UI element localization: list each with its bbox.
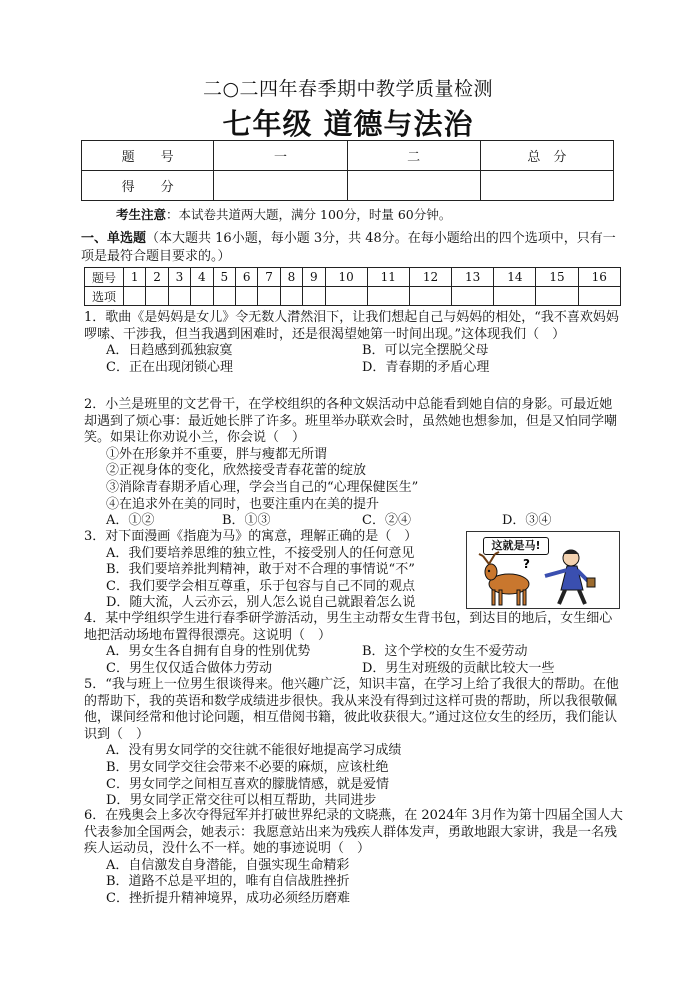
option-d: D．男生对班级的贡献比较大一些 [362, 660, 555, 676]
answer-choice-cell[interactable] [146, 287, 168, 306]
answer-choice-cell[interactable] [536, 287, 578, 306]
option-c: C．男女同学之间相互喜欢的朦胧情感，就是爱情 [106, 776, 389, 792]
score-table [81, 140, 614, 201]
exam-notice [116, 205, 451, 223]
answer-number-cell: 7 [258, 268, 280, 287]
option-b: B．我们要培养批判精神，敢于对不合理的事情说“不” [106, 562, 415, 578]
option-b: B．男女同学交往会带来不必要的麻烦，应该杜绝 [106, 759, 389, 775]
options-row [84, 513, 624, 530]
notice-label: 考生注意 [116, 207, 167, 222]
option-a: A．自信激发自身潜能，自强实现生命精彩 [106, 857, 350, 873]
answer-choice-cell[interactable] [280, 287, 302, 306]
answer-choice-cell[interactable] [124, 287, 146, 306]
answer-number-cell: 5 [213, 268, 235, 287]
question-stem: 6．在残奥会上多次夺得冠军并打破世界纪录的文晓燕，在 2024年 3月作为第十四届全国人大代表参加全国两会，她表示：我愿意站出来为残疾人群体发声，勇敢地跟大家讲，我是一名残疾人运动员，没什么不一样。她的事迹说明（ ） [84, 808, 623, 857]
answer-row-choices [85, 287, 621, 306]
answer-row-label: 选项 [85, 287, 124, 306]
option-d: D．男女同学正常交往可以相互帮助，共同进步 [106, 793, 377, 809]
question-stem: 3．对下面漫画《指鹿为马》的寓意，理解正确的是（ ） [84, 529, 418, 544]
notice-text: ：本试卷共道两大题，满分 100分，时量 60分钟。 [166, 207, 452, 222]
answer-number-cell: 10 [325, 268, 367, 287]
question-2 [84, 397, 624, 530]
question-stem: 5．“我与班上一位男生很谈得来。他兴趣广泛，知识丰富，在学习上给了我很大的帮助。在他的帮助下，我的英语和数学成绩进步很快。我从来没有得到过这样可贵的帮助，所以我很敬佩他，课间经常和他讨论问题，相互借阅书籍，彼此收获很大。”通过这位女生的经历，我们能认识到（ ） [84, 677, 619, 742]
statement-1: ①外在形象并不重要，胖与瘦都无所谓 [106, 446, 328, 462]
question-6 [84, 808, 624, 908]
answer-choice-cell[interactable] [452, 287, 494, 306]
score-cell: 二 [347, 141, 480, 171]
answer-choice-cell[interactable] [409, 287, 451, 306]
answer-number-cell: 14 [494, 268, 536, 287]
answer-number-cell: 1 [124, 268, 146, 287]
answer-number-cell: 3 [168, 268, 190, 287]
section-1-desc: （本大题共 16小题，每小题 3分，共 48分。在每小题给出的四个选项中，只有一项是最符合题目要求的。） [81, 231, 616, 264]
question-stem: 1．歌曲《是妈妈是女儿》令无数人潸然泪下，让我们想起自己与妈妈的相处，“我不喜欢妈妈啰嗦、干涉我，但当我遇到困难时，还是很渴望她第一时间出现。”这体现我们（ ） [84, 310, 619, 342]
options-row [84, 360, 624, 377]
answer-choice-cell[interactable] [191, 287, 213, 306]
options-row [84, 343, 624, 360]
option-c: C．我们要学会相互尊重，乐于包容与自己不同的观点 [106, 578, 415, 594]
answer-number-cell: 11 [367, 268, 409, 287]
option-d: D．③④ [502, 513, 552, 529]
question-5 [84, 677, 624, 810]
score-row-values [82, 171, 614, 201]
answer-number-cell: 6 [235, 268, 257, 287]
option-d: D．随大流，人云亦云，别人怎么说自己就跟着怎么说 [106, 595, 416, 611]
cartoon-illustration [467, 532, 619, 608]
answer-choice-cell[interactable] [168, 287, 190, 306]
answer-choice-cell[interactable] [258, 287, 280, 306]
deer-horse-cartoon [466, 531, 620, 609]
option-d: D．青春期的矛盾心理 [362, 359, 490, 375]
score-cell: 得 分 [82, 171, 214, 201]
score-input-cell[interactable] [214, 171, 347, 201]
subject-title: 七年级 道德与法治 [222, 107, 474, 141]
option-a: A．①② [106, 513, 155, 529]
score-row-header [82, 141, 614, 171]
option-c: C．男生仅仅适合做体力劳动 [106, 660, 272, 676]
section-1-intro [81, 230, 621, 266]
answer-number-cell: 12 [409, 268, 451, 287]
score-cell: 总 分 [480, 141, 613, 171]
question-1 [84, 310, 624, 376]
score-cell: 题 号 [82, 141, 214, 171]
option-b: B．可以完全摆脱父母 [362, 343, 489, 359]
option-a: A．没有男女同学的交往就不能很好地提高学习成绩 [106, 743, 402, 759]
options-row [84, 644, 624, 661]
statement-4: ④在追求外在美的同时，也要注重内在美的提升 [106, 496, 380, 512]
svg-text:?: ? [523, 557, 530, 571]
answer-choice-cell[interactable] [367, 287, 409, 306]
option-a: A．男女生各自拥有自身的性别优势 [106, 644, 311, 660]
answer-choice-cell[interactable] [325, 287, 367, 306]
question-4 [84, 611, 624, 677]
option-c: C．挫折提升精神境界，成功必须经历磨难 [106, 890, 350, 906]
option-c: C．②④ [362, 513, 411, 529]
statement-3: ③消除青春期矛盾心理，学会当自己的“心理保健医生” [106, 479, 419, 495]
answer-choice-cell[interactable] [494, 287, 536, 306]
score-input-cell[interactable] [347, 171, 480, 201]
answer-number-cell: 4 [191, 268, 213, 287]
answer-table [84, 267, 621, 306]
exam-title: 二○二四年春季期中教学质量检测 [202, 78, 494, 100]
question-stem: 4．某中学组织学生进行春季研学游活动，男生主动帮女生背书包，到达目的地后，女生细心地把活动场地布置得很漂亮。这说明（ ） [84, 611, 613, 643]
answer-number-cell: 8 [280, 268, 302, 287]
question-3 [84, 529, 464, 612]
option-a: A．日趋感到孤独寂寞 [106, 343, 233, 359]
cartoon-speech-bubble: 这就是马! [483, 537, 549, 555]
statement-2: ②正视身体的变化，欣然接受青春花蕾的绽放 [106, 463, 367, 479]
answer-number-cell: 9 [303, 268, 325, 287]
section-1-heading: 一、单选题 [81, 231, 147, 246]
option-b: B．道路不总是平坦的，唯有自信战胜挫折 [106, 874, 350, 890]
answer-number-cell: 2 [146, 268, 168, 287]
answer-number-cell: 13 [452, 268, 494, 287]
answer-row-numbers [85, 268, 621, 287]
question-stem: 2．小兰是班里的文艺骨干，在学校组织的各种文娱活动中总能看到她自信的身影。可最近她却遇到了烦心事：最近她长胖了许多。班里举办联欢会时，虽然她也想参加，但是又怕同学嘲笑。如果让你劝说小兰，你会说（ ） [84, 397, 618, 446]
option-a: A．我们要培养思维的独立性，不接受别人的任何意见 [106, 545, 415, 561]
answer-choice-cell[interactable] [303, 287, 325, 306]
score-input-cell[interactable] [480, 171, 613, 201]
answer-choice-cell[interactable] [578, 287, 620, 306]
answer-header-label: 题号 [85, 268, 124, 287]
option-b: B．①③ [222, 513, 271, 529]
answer-choice-cell[interactable] [213, 287, 235, 306]
option-b: B．这个学校的女生不爱劳动 [362, 644, 528, 660]
score-cell: 一 [214, 141, 347, 171]
option-c: C．正在出现闭锁心理 [106, 359, 233, 375]
answer-number-cell: 15 [536, 268, 578, 287]
answer-choice-cell[interactable] [235, 287, 257, 306]
options-row [84, 661, 624, 678]
answer-number-cell: 16 [578, 268, 620, 287]
